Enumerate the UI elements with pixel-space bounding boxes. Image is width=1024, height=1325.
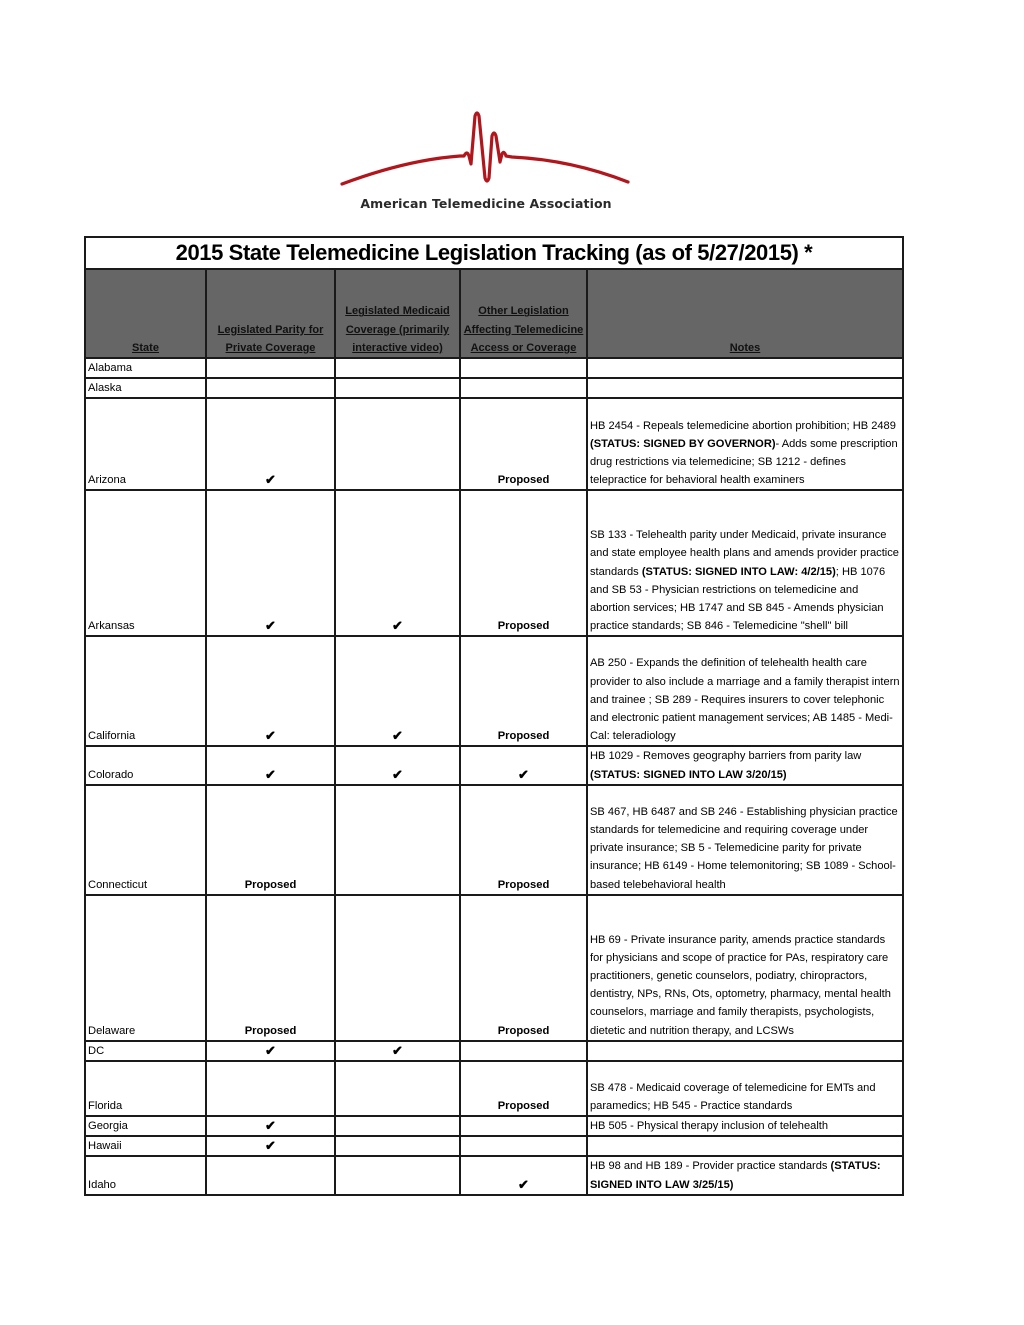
table-body	[85, 358, 903, 1195]
table-row	[85, 358, 903, 378]
state-name: Alaska	[85, 378, 206, 398]
state-name: Arizona	[85, 398, 206, 490]
table-row	[85, 378, 903, 398]
column-header-medicaid: Legislated Medicaid Coverage (primarily interactive video)	[335, 269, 460, 358]
medicaid-status	[335, 1136, 460, 1156]
check-icon: ✔	[335, 490, 460, 636]
other-status: Proposed	[460, 1061, 587, 1116]
parity-status	[206, 358, 335, 378]
notes-text: HB 98 and HB 189 - Provider practice standards	[590, 1160, 831, 1173]
check-icon: ✔	[335, 636, 460, 746]
medicaid-status	[335, 1061, 460, 1116]
check-icon: ✔	[460, 746, 587, 784]
column-header-other: Other Legislation Affecting Telemedicine Access or Coverage	[460, 269, 587, 358]
table-row	[85, 1156, 903, 1194]
table-row	[85, 1061, 903, 1116]
table-row	[85, 490, 903, 636]
check-icon: ✔	[206, 398, 335, 490]
status-text: (STATUS: SIGNED BY GOVERNOR)	[590, 437, 776, 450]
column-header-state: State	[85, 269, 206, 358]
state-name: Florida	[85, 1061, 206, 1116]
notes-cell	[587, 785, 903, 895]
medicaid-status	[335, 1156, 460, 1194]
notes-text: HB 1029 - Removes geography barriers from parity law	[590, 750, 862, 763]
check-icon: ✔	[206, 490, 335, 636]
check-icon: ✔	[460, 1156, 587, 1194]
medicaid-status	[335, 785, 460, 895]
table-row	[85, 1041, 903, 1061]
table-row	[85, 895, 903, 1041]
notes-text: SB 133 - Telehealth parity under Medicaid, private insurance and state employee health plans and amends provider practice standards	[590, 529, 899, 578]
notes-cell	[587, 398, 903, 490]
table-row	[85, 1116, 903, 1136]
notes-cell	[587, 1041, 903, 1061]
column-header-notes: Notes	[587, 269, 903, 358]
notes-text: HB 69 - Private insurance parity, amends practice standards for physicians and scope of practice for PAs, respiratory care practitioners, genetic counselors, podiatry, chiropractors, dentistry, NPs, RNs, Ots, optometry, pharmacy, mental health counselors, marriage and family therapists, psychologists, dietetic and nutrition therapy, and LCSWs	[590, 933, 891, 1037]
parity-status: Proposed	[206, 785, 335, 895]
medicaid-status	[335, 358, 460, 378]
legislation-table-sheet	[84, 236, 902, 1196]
medicaid-status	[335, 378, 460, 398]
other-status	[460, 1041, 587, 1061]
other-status	[460, 1116, 587, 1136]
table-header-row	[85, 269, 903, 358]
notes-cell	[587, 1156, 903, 1194]
medicaid-status	[335, 398, 460, 490]
table-row	[85, 785, 903, 895]
page-title: 2015 State Telemedicine Legislation Tracking (as of 5/27/2015) *	[85, 237, 903, 269]
state-name: Connecticut	[85, 785, 206, 895]
other-status: Proposed	[460, 490, 587, 636]
legislation-table	[84, 236, 904, 1196]
state-name: Alabama	[85, 358, 206, 378]
notes-text: SB 467, HB 6487 and SB 246 - Establishing physician practice standards for telemedicine and requiring coverage under private insurance; SB 5 - Telemedicine parity for private insurance; HB 6149 - Home telemonitoring; SB 1089 - School-based telebehavioral health	[590, 805, 898, 891]
state-name: California	[85, 636, 206, 746]
table-row	[85, 746, 903, 784]
other-status: Proposed	[460, 636, 587, 746]
state-name: DC	[85, 1041, 206, 1061]
check-icon: ✔	[335, 1041, 460, 1061]
notes-cell	[587, 746, 903, 784]
check-icon: ✔	[206, 636, 335, 746]
status-text: (STATUS: SIGNED INTO LAW 3/25/15)	[590, 1160, 881, 1191]
notes-text: AB 250 - Expands the definition of telehealth health care provider to also include a marriage and a family therapist intern and trainee ; SB 289 - Requires insurers to cover telephonic and electronic patient management services; AB 1485 - Medi-Cal: teleradiology	[590, 657, 900, 743]
other-status: Proposed	[460, 398, 587, 490]
medicaid-status	[335, 1116, 460, 1136]
notes-cell	[587, 358, 903, 378]
column-header-parity: Legislated Parity for Private Coverage	[206, 269, 335, 358]
notes-cell	[587, 636, 903, 746]
status-text: (STATUS: SIGNED INTO LAW: 4/2/15)	[641, 565, 836, 578]
notes-cell	[587, 490, 903, 636]
parity-status	[206, 1156, 335, 1194]
check-icon: ✔	[206, 746, 335, 784]
org-name: American Telemedicine Association	[360, 196, 612, 211]
state-name: Hawaii	[85, 1136, 206, 1156]
notes-text: HB 505 - Physical therapy inclusion of telehealth	[590, 1120, 829, 1133]
notes-text: - Adds some prescription drug restrictions via telemedicine; SB 1212 - defines telepractice for behavioral health examiners	[590, 437, 898, 487]
check-icon: ✔	[206, 1116, 335, 1136]
other-status	[460, 1136, 587, 1156]
medicaid-status	[335, 895, 460, 1041]
notes-text: HB 2454 - Repeals telemedicine abortion prohibition; HB 2489	[590, 419, 896, 432]
table-row	[85, 1136, 903, 1156]
table-row	[85, 636, 903, 746]
parity-status	[206, 378, 335, 398]
notes-cell	[587, 378, 903, 398]
other-status	[460, 358, 587, 378]
check-icon: ✔	[206, 1136, 335, 1156]
state-name: Idaho	[85, 1156, 206, 1194]
notes-text: ; HB 1076 and SB 53 - Physician restrictions on telemedicine and abortion services; HB 1747 and SB 845 - Amends physician practice standards; SB 846 - Telemedicine "shell" bill	[590, 565, 886, 633]
check-icon: ✔	[206, 1041, 335, 1061]
state-name: Colorado	[85, 746, 206, 784]
notes-cell	[587, 1116, 903, 1136]
notes-cell	[587, 895, 903, 1041]
state-name: Georgia	[85, 1116, 206, 1136]
parity-status	[206, 1061, 335, 1116]
state-name: Delaware	[85, 895, 206, 1041]
notes-cell	[587, 1136, 903, 1156]
heartbeat-arc-icon	[336, 108, 636, 198]
notes-text: SB 478 - Medicaid coverage of telemedicine for EMTs and paramedics; HB 545 - Practice standards	[590, 1081, 876, 1112]
state-name: Arkansas	[85, 490, 206, 636]
ata-logo	[336, 108, 636, 218]
table-row	[85, 398, 903, 490]
status-text: (STATUS: SIGNED INTO LAW 3/20/15)	[590, 768, 787, 781]
other-status: Proposed	[460, 785, 587, 895]
other-status: Proposed	[460, 895, 587, 1041]
other-status	[460, 378, 587, 398]
notes-cell	[587, 1061, 903, 1116]
check-icon: ✔	[335, 746, 460, 784]
parity-status: Proposed	[206, 895, 335, 1041]
